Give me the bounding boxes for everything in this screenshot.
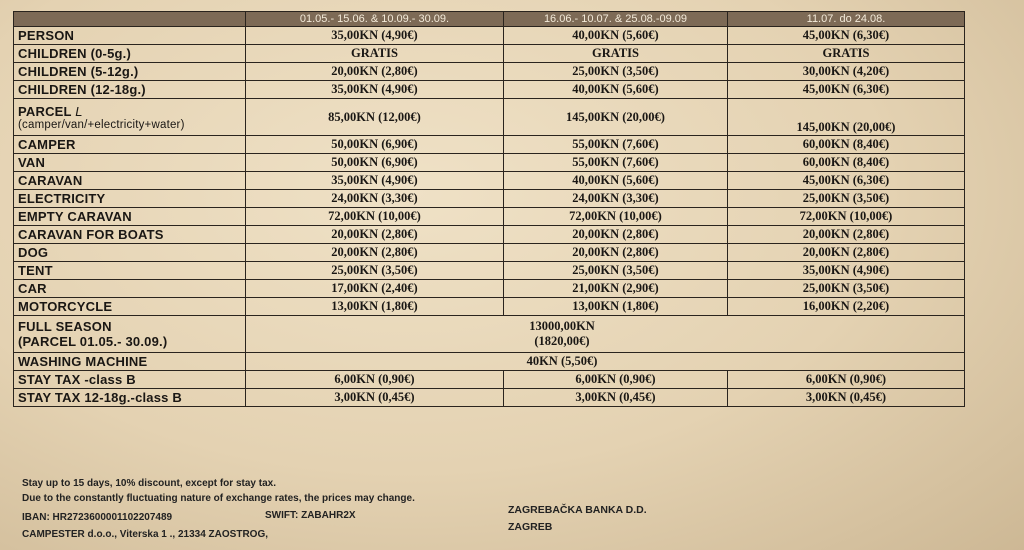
- price-cell: 3,00KN (0,45€): [728, 389, 965, 407]
- price-cell: 24,00KN (3,30€): [504, 190, 728, 208]
- row-label: CAMPER: [14, 136, 246, 154]
- price-cell: 30,00KN (4,20€): [728, 63, 965, 81]
- table-row: [14, 136, 965, 154]
- full-season-kn: 13000,00KN: [529, 319, 595, 333]
- iban-text: IBAN: HR2723600001102207489: [22, 512, 173, 523]
- row-label: STAY TAX 12-18g.-class B: [14, 389, 246, 407]
- table-row: [14, 154, 965, 172]
- price-cell: 20,00KN (2,80€): [246, 63, 504, 81]
- price-cell: 35,00KN (4,90€): [728, 262, 965, 280]
- header-season-2: 16.06.- 10.07. & 25.08.-09.09: [504, 12, 728, 27]
- price-cell: 55,00KN (7,60€): [504, 154, 728, 172]
- price-cell: 3,00KN (0,45€): [246, 389, 504, 407]
- header-row: [14, 12, 965, 27]
- row-label: STAY TAX -class B: [14, 371, 246, 389]
- header-blank: [14, 12, 246, 27]
- bank-name: ZAGREBAČKA BANKA D.D.: [508, 504, 647, 516]
- price-cell: 45,00KN (6,30€): [728, 172, 965, 190]
- price-cell: 25,00KN (3,50€): [504, 63, 728, 81]
- price-cell: 60,00KN (8,40€): [728, 136, 965, 154]
- price-cell: 25,00KN (3,50€): [246, 262, 504, 280]
- table-row: [14, 298, 965, 316]
- table-row: [14, 27, 965, 45]
- washing-machine-label: WASHING MACHINE: [14, 353, 246, 371]
- row-label: [14, 99, 246, 136]
- price-cell: 20,00KN (2,80€): [504, 226, 728, 244]
- price-cell: 20,00KN (2,80€): [246, 226, 504, 244]
- price-cell: 60,00KN (8,40€): [728, 154, 965, 172]
- header-season-1: 01.05.- 15.06. & 10.09.- 30.09.: [246, 12, 504, 27]
- row-label: CAR: [14, 280, 246, 298]
- stay-tax-row: [14, 371, 965, 389]
- price-cell: 72,00KN (10,00€): [246, 208, 504, 226]
- price-cell: 17,00KN (2,40€): [246, 280, 504, 298]
- price-cell: 72,00KN (10,00€): [728, 208, 965, 226]
- swift-text: SWIFT: ZABAHR2X: [265, 510, 356, 521]
- company-address: CAMPESTER d.o.o., Viterska 1 ., 21334 ZAOSTROG,: [22, 529, 268, 540]
- price-cell: 145,00KN (20,00€): [728, 99, 965, 136]
- price-cell: 45,00KN (6,30€): [728, 27, 965, 45]
- table-row: [14, 208, 965, 226]
- full-season-title: FULL SEASON: [18, 319, 112, 334]
- price-cell: 85,00KN (12,00€): [246, 99, 504, 136]
- row-label: PERSON: [14, 27, 246, 45]
- full-season-price: [246, 316, 965, 353]
- price-cell: 25,00KN (3,50€): [728, 190, 965, 208]
- row-label: TENT: [14, 262, 246, 280]
- price-cell: 145,00KN (20,00€): [504, 99, 728, 136]
- price-cell: 45,00KN (6,30€): [728, 81, 965, 99]
- table-row: [14, 45, 965, 63]
- price-cell: 6,00KN (0,90€): [246, 371, 504, 389]
- price-table: [13, 11, 965, 407]
- header-season-3: 11.07. do 24.08.: [728, 12, 965, 27]
- price-cell: 55,00KN (7,60€): [504, 136, 728, 154]
- price-cell: 13,00KN (1,80€): [504, 298, 728, 316]
- price-cell: 21,00KN (2,90€): [504, 280, 728, 298]
- discount-note: Stay up to 15 days, 10% discount, except for stay tax.: [22, 478, 276, 489]
- price-cell: 6,00KN (0,90€): [504, 371, 728, 389]
- price-cell: 20,00KN (2,80€): [728, 226, 965, 244]
- price-cell: 50,00KN (6,90€): [246, 154, 504, 172]
- full-season-label: [14, 316, 246, 353]
- exchange-note: Due to the constantly fluctuating nature of exchange rates, the prices may change.: [22, 493, 415, 504]
- row-label: MOTORCYCLE: [14, 298, 246, 316]
- table-row: [14, 81, 965, 99]
- price-cell: 16,00KN (2,20€): [728, 298, 965, 316]
- price-cell: GRATIS: [504, 45, 728, 63]
- row-label: EMPTY CARAVAN: [14, 208, 246, 226]
- price-cell: 13,00KN (1,80€): [246, 298, 504, 316]
- table-row: [14, 190, 965, 208]
- price-cell: 72,00KN (10,00€): [504, 208, 728, 226]
- price-cell: 20,00KN (2,80€): [728, 244, 965, 262]
- price-cell: 35,00KN (4,90€): [246, 172, 504, 190]
- row-label: VAN: [14, 154, 246, 172]
- parcel-label-italic: L: [75, 103, 83, 119]
- table-row: [14, 99, 965, 136]
- row-label: ELECTRICITY: [14, 190, 246, 208]
- parcel-sublabel: (camper/van/+electricity+water): [18, 118, 185, 131]
- stay-tax-row: [14, 389, 965, 407]
- price-cell: 6,00KN (0,90€): [728, 371, 965, 389]
- row-label: CARAVAN: [14, 172, 246, 190]
- bank-city: ZAGREB: [508, 521, 553, 533]
- price-cell: 50,00KN (6,90€): [246, 136, 504, 154]
- price-cell: 25,00KN (3,50€): [504, 262, 728, 280]
- table-row: [14, 172, 965, 190]
- price-cell: 20,00KN (2,80€): [246, 244, 504, 262]
- price-cell: 40,00KN (5,60€): [504, 27, 728, 45]
- table-row: [14, 63, 965, 81]
- price-cell: 3,00KN (0,45€): [504, 389, 728, 407]
- row-label: CARAVAN FOR BOATS: [14, 226, 246, 244]
- table-row: [14, 226, 965, 244]
- price-cell: 35,00KN (4,90€): [246, 27, 504, 45]
- parcel-label: PARCEL: [18, 103, 72, 119]
- table-row: [14, 280, 965, 298]
- price-cell: 35,00KN (4,90€): [246, 81, 504, 99]
- washing-machine-row: [14, 353, 965, 371]
- price-cell: 24,00KN (3,30€): [246, 190, 504, 208]
- price-cell: GRATIS: [246, 45, 504, 63]
- full-season-period: (PARCEL 01.05.- 30.09.): [18, 334, 168, 349]
- price-cell: 40,00KN (5,60€): [504, 81, 728, 99]
- row-label: CHILDREN (0-5g.): [14, 45, 246, 63]
- table-row: [14, 262, 965, 280]
- row-label: CHILDREN (12-18g.): [14, 81, 246, 99]
- price-cell: GRATIS: [728, 45, 965, 63]
- full-season-eur: (1820,00€): [534, 334, 590, 348]
- row-label: DOG: [14, 244, 246, 262]
- table-row: [14, 244, 965, 262]
- washing-machine-price: 40KN (5,50€): [246, 353, 965, 371]
- price-cell: 20,00KN (2,80€): [504, 244, 728, 262]
- row-label: CHILDREN (5-12g.): [14, 63, 246, 81]
- price-cell: 25,00KN (3,50€): [728, 280, 965, 298]
- full-season-row: [14, 316, 965, 353]
- price-cell: 40,00KN (5,60€): [504, 172, 728, 190]
